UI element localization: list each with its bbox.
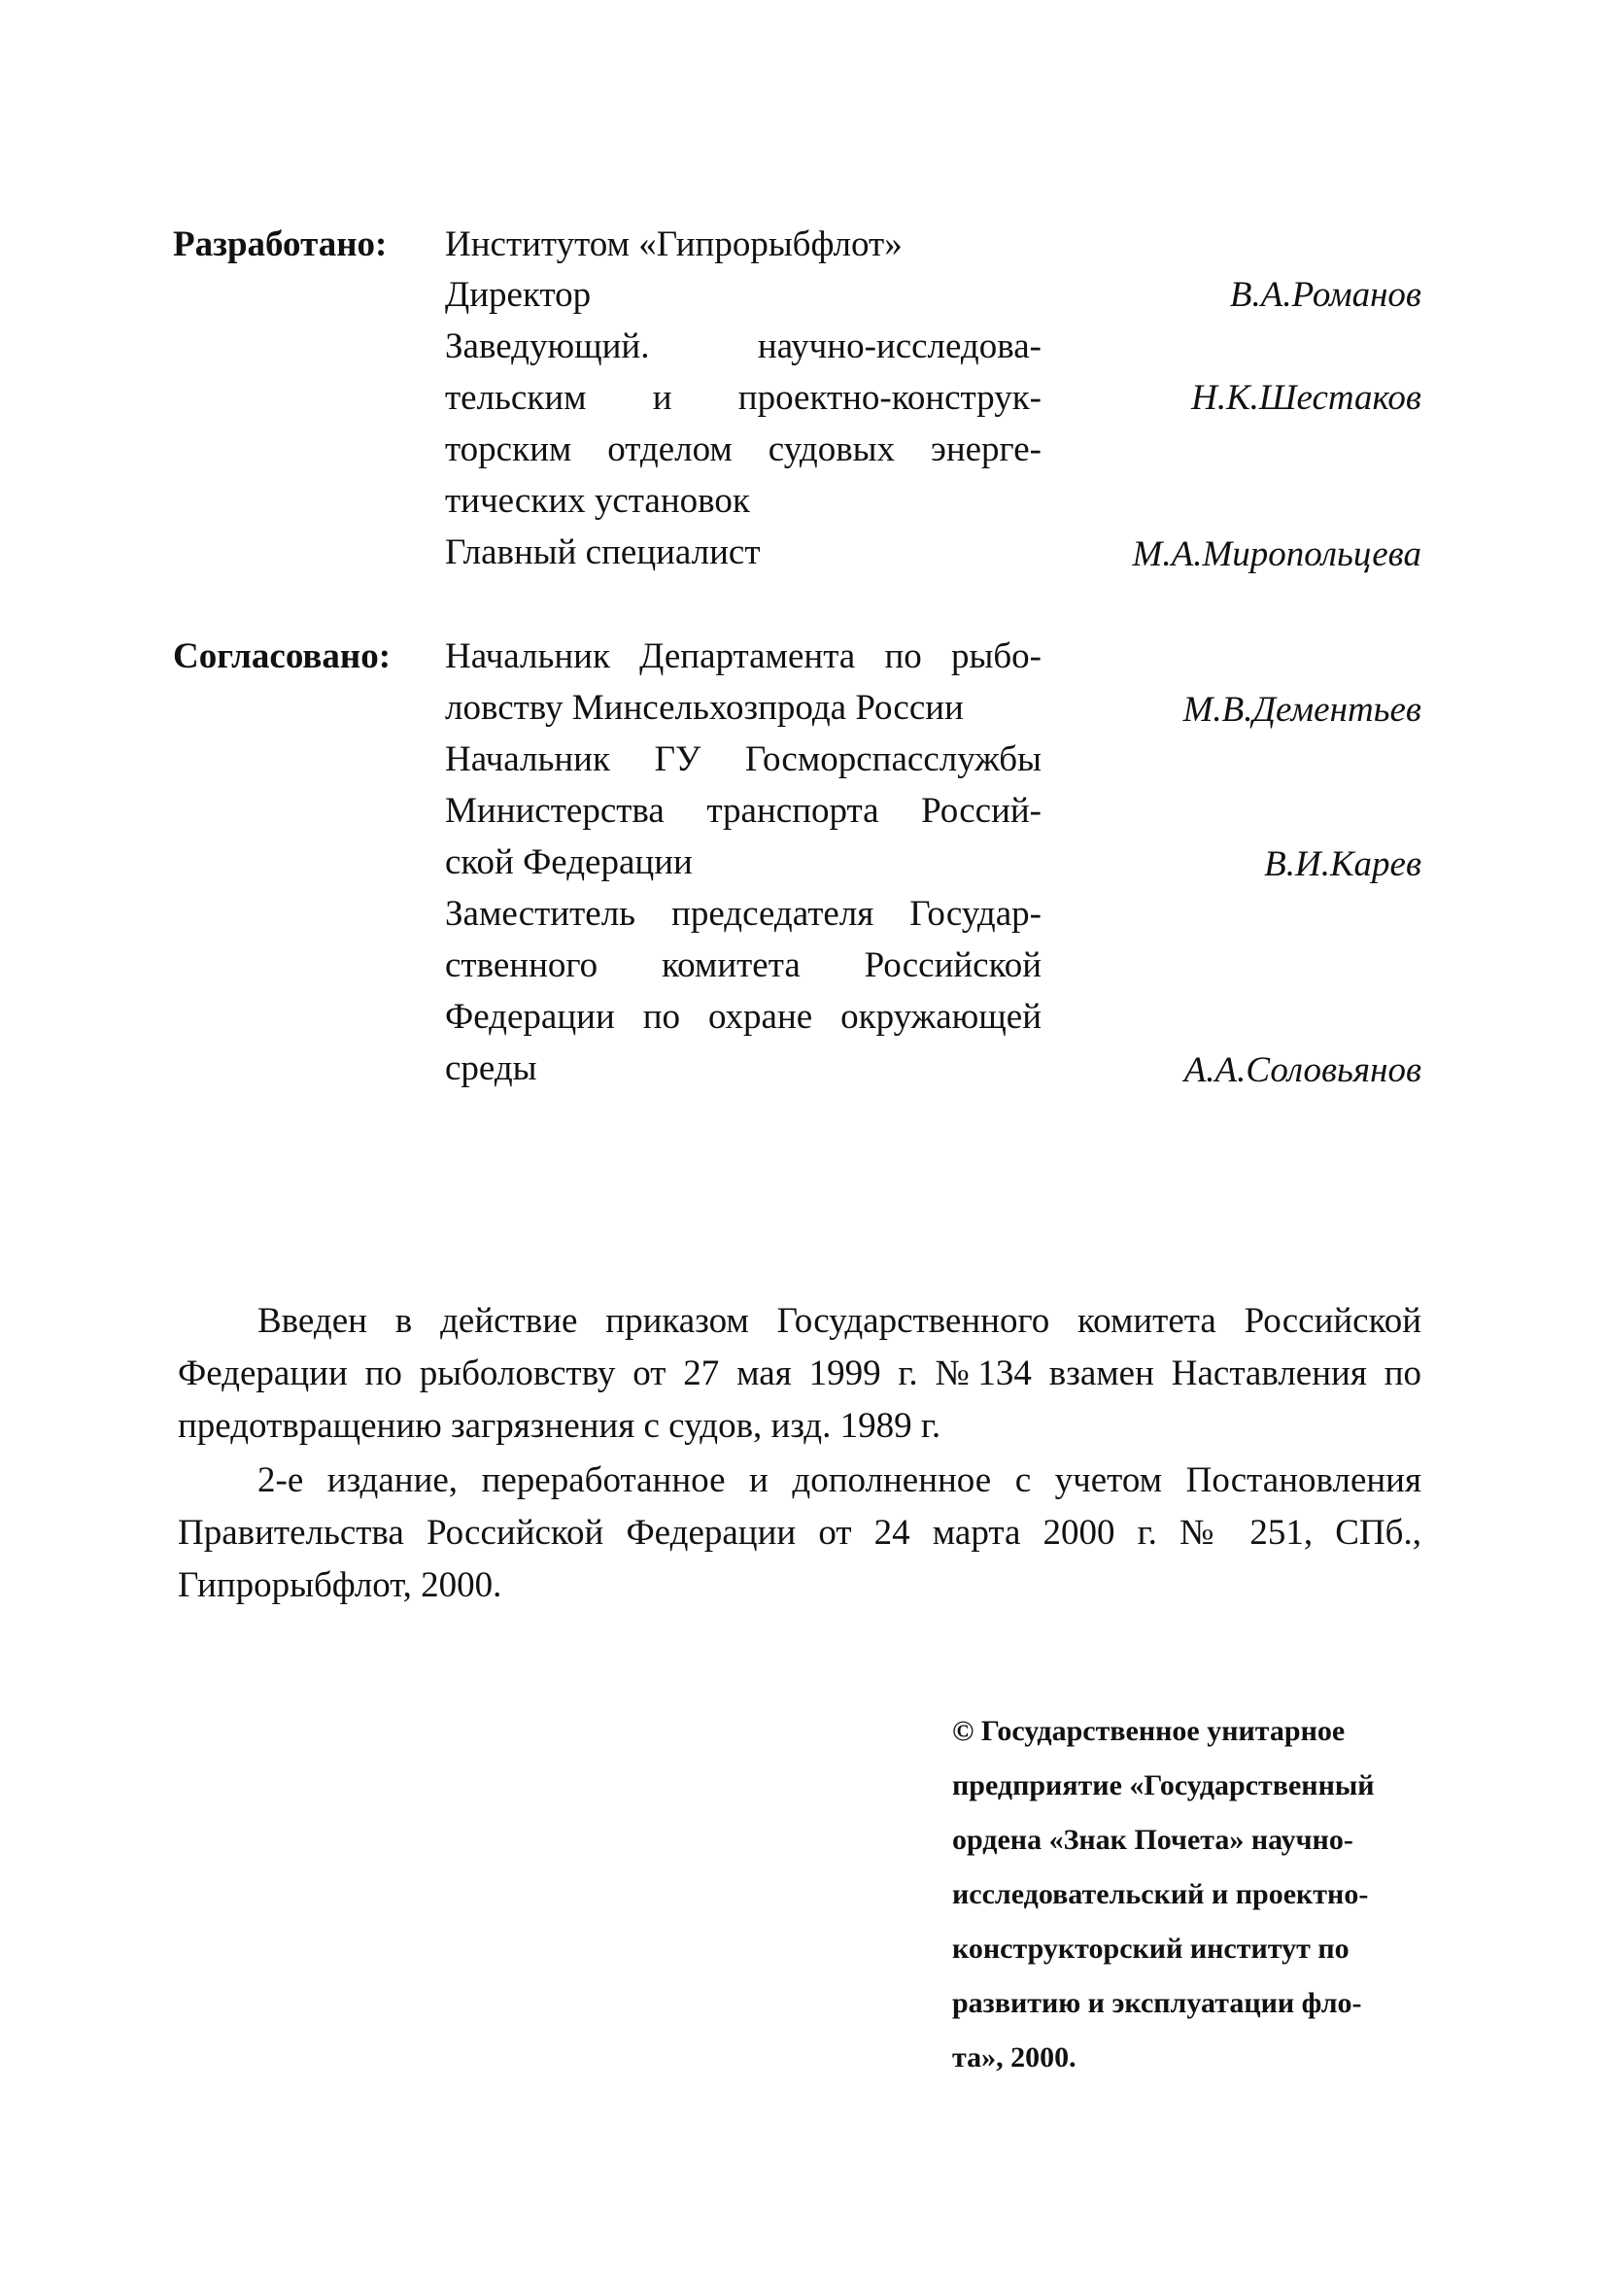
agreed-line-8: Федерации по охране окружающей (445, 997, 1042, 1037)
signature-romanov: В.А.Романов (1229, 275, 1421, 315)
agreed-line-6: Заместитель председателя Государ- (445, 894, 1042, 934)
agreed-label: Согласовано: (173, 636, 392, 676)
signature-dementyev: М.В.Дементьев (1182, 690, 1421, 730)
signature-shestakov: Н.К.Шестаков (1191, 378, 1421, 418)
agreed-line-5: ской Федерации (445, 842, 693, 882)
intro-p1-line-2: Федерации по рыболовству от 27 мая 1999 г. №134 взамен Наставления по (178, 1354, 1421, 1393)
agreed-line-3: Начальник ГУ Госморспасслужбы (445, 739, 1042, 779)
developed-line-1: Институтом «Гипрорыбфлот» (445, 224, 903, 264)
agreed-line-7: ственного комитета Российской (445, 945, 1042, 985)
developed-line-6: тических установок (445, 481, 750, 521)
signature-karev: В.И.Карев (1264, 844, 1421, 884)
intro-p2-line-3: Гипрорыбфлот, 2000. (178, 1565, 502, 1605)
agreed-line-4: Министерства транспорта Россий- (445, 791, 1042, 831)
copyright-line-2: предприятие «Государственный (952, 1769, 1375, 1801)
developed-line-3: Заведующий. научно-исследова- (445, 326, 1042, 366)
agreed-line-1: Начальник Департамента по рыбо- (445, 636, 1042, 676)
developed-line-7: Главный специалист (445, 532, 761, 572)
agreed-line-2: ловству Минсельхозпрода России (445, 688, 964, 728)
intro-p1-line-1: Введен в действие приказом Государственного комитета Российской (257, 1301, 1421, 1341)
copyright-line-3: ордена «Знак Почета» научно- (952, 1824, 1353, 1856)
developed-line-2: Директор (445, 275, 592, 315)
copyright-line-5: конструкторский институт по (952, 1933, 1350, 1965)
developed-line-4: тельским и проектно-конструк- (445, 378, 1042, 418)
intro-p2-line-2: Правительства Российской Федерации от 24 марта 2000 г. № 251, СПб., (178, 1513, 1421, 1553)
copyright-line-1: © Государственное унитарное (952, 1715, 1346, 1747)
signature-miropoltseva: М.А.Миропольцева (1132, 534, 1421, 574)
copyright-line-4: исследовательский и проектно- (952, 1878, 1369, 1910)
intro-p2-line-1: 2-е издание, переработанное и дополненное с учетом Постановления (257, 1460, 1421, 1500)
agreed-line-9: среды (445, 1048, 537, 1088)
intro-p1-line-3: предотвращению загрязнения с судов, изд. 1989 г. (178, 1406, 941, 1446)
copyright-line-7: та», 2000. (952, 2041, 1076, 2073)
copyright-line-6: развитию и эксплуатации фло- (952, 1987, 1362, 2019)
developed-label: Разработано: (173, 224, 388, 264)
developed-line-5: торским отделом судовых энерге- (445, 429, 1042, 469)
signature-solovyanov: А.А.Соловьянов (1183, 1050, 1421, 1090)
